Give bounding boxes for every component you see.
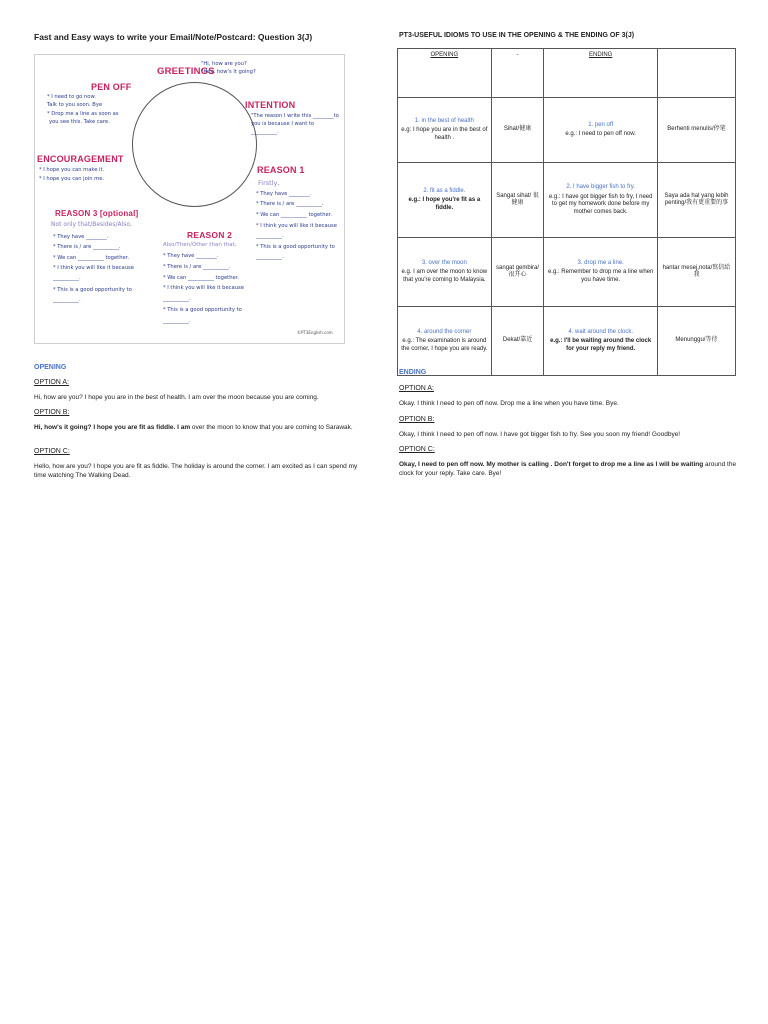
row4-ending-idiom: 4. wait around the clock. [568,328,634,335]
row1-opening-meaning: Sihat/健康 [491,98,544,163]
ending-option-b-text: Okay, I think I need to pen off now. I have got bigger fish to fry. See you soon my friend! Goodbye! [399,431,681,438]
reason1-heading: REASON 1 [257,165,305,175]
ending-heading: ENDING [399,369,427,376]
reason2-line-7: __________. [163,318,191,324]
reason3-line-2: * There is / are __________. [53,244,121,250]
greetings-line-2: "Hey, how's it going? [201,69,256,75]
reason1-sub: Firstly, [258,179,280,187]
header-blank [657,49,735,98]
ending-option-a-text: Okay. I think I need to pen off now. Drop me a line when you have time. Bye. [399,400,619,407]
row1-ending-meaning: Berhenti menulis/停笔 [657,98,735,163]
row4-opening-cell [398,307,492,376]
row2-ending-example: e.g.: I have got bigger fish to fry, I need to get my homework done before my mother comes back. [548,193,653,215]
pen-off-line-1: * I need to go now. [47,94,96,100]
pen-off-line-2: Talk to you soon. Bye [47,102,103,108]
left-title: Fast and Easy ways to write your Email/Note/Postcard: Question 3(J) [34,32,313,42]
reason2-line-4: * I think you will like it because [163,285,244,291]
intention-heading: INTENTION [245,100,296,110]
table-header-row [398,49,736,98]
reason3-line-4: * I think you will like it because [53,265,134,271]
row1-opening-idiom: 1. in the best of health [414,117,474,124]
reason1-line-6: * This is a good opportunity to [256,244,335,250]
header-dash: - [491,49,544,98]
row3-opening-example: e.g. I am over the moon to know that you're coming to Malaysia. [401,269,488,283]
reason1-line-3: * We can __________ together. [256,212,332,218]
opening-option-c-label: OPTION C: [34,448,70,455]
intention-line-3: __________. [251,129,279,135]
reason1-line-1: * They have ________. [256,191,312,197]
reason2-line-1: * They have ________. [163,253,219,259]
row1-opening-cell [398,98,492,163]
row1-ending-cell [544,98,657,163]
row1-opening-example: e.g: I hope you are in the best of health . [401,127,488,141]
opening-option-b-rest: over the moon to know that you are coming to Sarawak. [190,424,353,431]
opening-option-a-label: OPTION A: [34,379,70,386]
ending-option-c-label: OPTION C: [399,446,435,453]
row2-opening-cell [398,163,492,238]
ending-option-c-bold: Okay, I need to pen off now. My mother is calling . Don't forget to drop me a line as I will be waiting [399,461,704,468]
ending-option-c-text [399,461,739,478]
reason1-line-2: * There is / are __________. [256,201,324,207]
reason1-line-7: __________. [256,254,284,260]
row2-ending-cell [544,163,657,238]
row4-opening-idiom: 4. around the corner [417,328,472,335]
reason1-line-4: * I think you will like it because [256,223,337,229]
reason3-sub: Not only that/Besides/Also, [51,221,132,228]
reason2-line-2: * There is / are __________. [163,264,231,270]
reason3-line-3: * We can __________ together. [53,255,129,261]
greetings-line-1: "Hi, how are you? [201,61,247,67]
row4-opening-example: e.g.: The examination is around the corner, I hope you are ready. [401,338,488,352]
reason2-heading: REASON 2 [187,230,233,240]
opening-option-b-text [34,424,364,433]
row2-ending-meaning: Saya ada hal yang lebih penting/我有更重要的事 [657,163,735,238]
reason3-line-1: * They have ________. [53,234,109,240]
row3-opening-cell [398,238,492,307]
row2-opening-meaning: Sangat sihat/ 很健康 [491,163,544,238]
header-opening: OPENING [398,49,492,98]
intention-line-1: "The reason I write this ________to [251,113,339,119]
reason3-line-7: __________. [53,297,81,303]
intention-line-2: you is because I want to [251,121,315,127]
table-row [398,307,736,376]
header-ending: ENDING [544,49,657,98]
row2-opening-idiom: 2. fit as a fiddle. [423,187,466,194]
table-row [398,163,736,238]
diagram-circle [132,82,257,207]
table-row [398,98,736,163]
row1-ending-idiom: 1. pen off [588,121,614,128]
ending-option-b-label: OPTION B: [399,416,435,423]
reason2-sub: Also/Then/Other than that, [163,242,237,248]
reason2-line-5: __________. [163,296,191,302]
opening-option-b-bold: Hi, how's it going? I hope you are fit as fiddle. I am [34,424,191,431]
row4-ending-meaning: Menunggu/等待 [657,307,735,376]
reason2-line-3: * We can __________ together. [163,275,239,281]
ending-option-a-label: OPTION A: [399,385,435,392]
pen-off-line-3: * Drop me a line as soon as [47,111,119,117]
encouragement-line-2: * I hope you can join me. [39,176,105,182]
reason3-line-6: * This is a good opportunity to [53,287,132,293]
table-row [398,238,736,307]
row1-ending-example: e.g.: I need to pen off now. [565,131,636,137]
reason3-heading: REASON 3 [optional] [55,209,139,218]
email-structure-diagram [34,54,345,344]
row3-ending-cell [544,238,657,307]
opening-option-b-label: OPTION B: [34,409,70,416]
row4-ending-example: e.g.: I'll be waiting around the clock for your reply my friend. [550,338,652,352]
right-title: PT3-USEFUL IDIOMS TO USE IN THE OPENING & THE ENDING OF 3(J) [399,32,635,39]
pen-off-line-4: you see this. Take care. [49,119,110,125]
row3-ending-meaning: hantar mesej,nota/寫信給我 [657,238,735,307]
opening-option-c-text: Hello, how are you? I hope you are fit as fiddle. The holiday is around the corner. I am excited as I can spend my time watching The Walking Dead. [34,463,358,479]
reason1-line-5: __________. [256,233,284,239]
row2-opening-example: e.g.: I hope you're fit as a fiddle. [408,197,481,211]
row3-ending-idiom: 3. drop me a line. [577,259,624,266]
opening-option-a-text: Hi, how are you? I hope you are in the best of health. I am over the moon because you are coming. [34,394,319,401]
reason3-line-5: __________. [53,275,81,281]
row3-opening-idiom: 3. over the moon [421,259,467,266]
diagram-credit: ©PT3English.com [297,330,333,335]
idioms-table [397,48,736,376]
ending-option-c-rest: around the clock for your reply. Take care. Bye! [399,461,737,477]
row3-ending-example: e.g.: Remember to drop me a line when you have time. [547,269,654,283]
reason2-line-6: * This is a good opportunity to [163,307,242,313]
row2-ending-idiom: 2. I have bigger fish to fry. [566,184,635,190]
row4-opening-meaning: Dekat/靠近 [491,307,544,376]
opening-heading: OPENING [34,364,67,371]
row4-ending-cell [544,307,657,376]
encouragement-line-1: * I hope you can make it. [39,167,105,173]
pen-off-heading: PEN OFF [91,82,132,92]
encouragement-heading: ENCOURAGEMENT [37,154,124,164]
greetings-heading: GREETINGS [157,66,215,77]
row3-opening-meaning: sangat gembira/很开心 [491,238,544,307]
